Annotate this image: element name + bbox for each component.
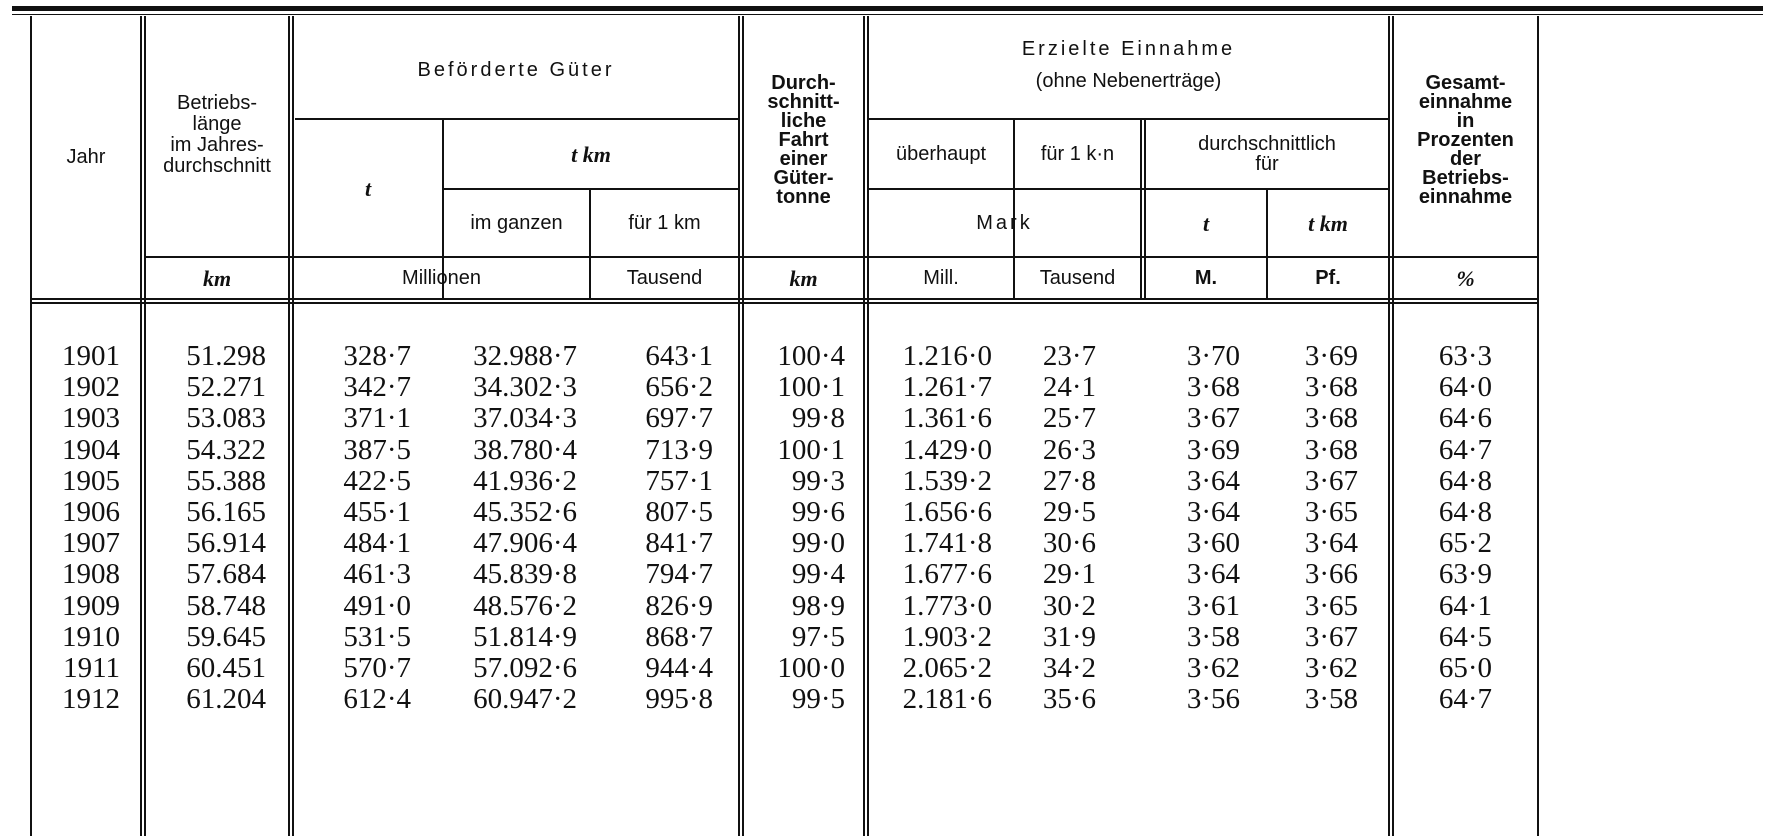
cell-einnahme-fuer-1-km: 31·9 <box>1042 620 1096 653</box>
cell-fahrt: 100·0 <box>777 652 845 684</box>
cell-einnahme-ueberhaupt: 1.741·8 <box>902 527 992 560</box>
cell-gesamteinnahme-pct: 63·3 <box>1438 340 1492 372</box>
cell-t: 612·4 <box>343 683 411 716</box>
cell-einnahme-t: 3·64 <box>1186 558 1240 591</box>
cell-gesamteinnahme-pct: 63·9 <box>1438 558 1492 591</box>
cell-einnahme-ueberhaupt: 1.429·0 <box>902 433 992 466</box>
cell-einnahme-t: 3·64 <box>1186 496 1240 528</box>
unit-m: M. <box>1194 266 1218 289</box>
cell-fahrt: 97·5 <box>791 620 845 653</box>
cell-tkm-im-ganzen: 38.780·4 <box>473 433 577 466</box>
top-rule-thin <box>12 14 1763 15</box>
unit-pf: Pf. <box>1315 266 1341 289</box>
cell-tkm-fuer-1-km: 944·4 <box>645 652 713 684</box>
cell-tkm-fuer-1-km: 643·1 <box>645 340 713 372</box>
table-row <box>0 498 1771 526</box>
header-mark: Mark <box>976 211 1033 234</box>
cell-gesamteinnahme-pct: 64·8 <box>1438 464 1492 497</box>
unit-pct: % <box>1456 265 1475 291</box>
header-jahr: Jahr <box>66 145 106 168</box>
cell-t: 491·0 <box>343 589 411 622</box>
cell-tkm-fuer-1-km: 656·2 <box>645 371 713 404</box>
cell-betriebslaenge: 56.165 <box>186 496 266 528</box>
table-row <box>0 558 1771 591</box>
cell-jahr: 1904 <box>62 433 120 466</box>
cell-einnahme-t: 3·61 <box>1186 589 1240 622</box>
cell-einnahme-fuer-1-km: 29·5 <box>1042 496 1096 528</box>
cell-betriebslaenge: 59.645 <box>186 620 266 653</box>
table-row <box>0 342 1771 370</box>
table-row <box>0 464 1771 497</box>
cell-tkm-im-ganzen: 51.814·9 <box>473 620 577 653</box>
cell-gesamteinnahme-pct: 64·1 <box>1438 589 1492 622</box>
cell-betriebslaenge: 55.388 <box>186 464 266 497</box>
cell-einnahme-t: 3·68 <box>1186 371 1240 404</box>
cell-t: 371·1 <box>343 402 411 435</box>
cell-einnahme-t: 3·62 <box>1186 652 1240 684</box>
cell-betriebslaenge: 52.271 <box>186 371 266 404</box>
cell-einnahme-t: 3·67 <box>1186 402 1240 435</box>
table-row <box>0 683 1771 716</box>
cell-fahrt: 99·4 <box>791 558 845 591</box>
cell-tkm-fuer-1-km: 697·7 <box>645 402 713 435</box>
header-im-ganzen: im ganzen <box>470 211 563 234</box>
cell-einnahme-fuer-1-km: 26·3 <box>1042 433 1096 466</box>
cell-einnahme-ueberhaupt: 2.065·2 <box>902 652 992 684</box>
header-fuer-1-kmn: für 1 k·n <box>1040 142 1115 165</box>
table-row <box>0 589 1771 622</box>
header-ueberhaupt: überhaupt <box>895 142 987 165</box>
cell-betriebslaenge: 61.204 <box>186 683 266 716</box>
cell-fahrt: 98·9 <box>791 589 845 622</box>
cell-tkm-im-ganzen: 48.576·2 <box>473 589 577 622</box>
header-befoerderte-gueter: Beförderte Güter <box>417 58 615 81</box>
cell-jahr: 1910 <box>62 620 120 653</box>
cell-fahrt: 99·0 <box>791 527 845 560</box>
cell-einnahme-fuer-1-km: 23·7 <box>1042 340 1096 372</box>
cell-jahr: 1912 <box>62 683 120 716</box>
cell-jahr: 1906 <box>62 496 120 528</box>
table-row <box>0 654 1771 682</box>
cell-tkm-im-ganzen: 32.988·7 <box>473 340 577 372</box>
cell-einnahme-fuer-1-km: 24·1 <box>1042 371 1096 404</box>
table-row <box>0 402 1771 435</box>
cell-einnahme-fuer-1-km: 29·1 <box>1042 558 1096 591</box>
cell-einnahme-fuer-1-km: 25·7 <box>1042 402 1096 435</box>
cell-fahrt: 100·1 <box>777 433 845 466</box>
cell-t: 570·7 <box>343 652 411 684</box>
cell-gesamteinnahme-pct: 64·8 <box>1438 496 1492 528</box>
cell-tkm-fuer-1-km: 826·9 <box>645 589 713 622</box>
cell-t: 387·5 <box>343 433 411 466</box>
cell-gesamteinnahme-pct: 64·6 <box>1438 402 1492 435</box>
cell-einnahme-tkm: 3·58 <box>1304 683 1358 716</box>
cell-einnahme-fuer-1-km: 30·6 <box>1042 527 1096 560</box>
cell-fahrt: 99·6 <box>791 496 845 528</box>
cell-einnahme-ueberhaupt: 1.773·0 <box>902 589 992 622</box>
cell-gesamteinnahme-pct: 64·5 <box>1438 620 1492 653</box>
header-tkm2: t km <box>1308 210 1348 236</box>
header-betriebslaenge: Betriebs- länge im Jahres- durchschnitt <box>163 92 271 177</box>
cell-betriebslaenge: 53.083 <box>186 402 266 435</box>
unit-tausend: Tausend <box>626 266 703 289</box>
cell-jahr: 1905 <box>62 464 120 497</box>
cell-einnahme-t: 3·69 <box>1186 433 1240 466</box>
unit-mill: Mill. <box>923 266 959 289</box>
cell-fahrt: 100·4 <box>777 340 845 372</box>
cell-fahrt: 99·8 <box>791 402 845 435</box>
cell-einnahme-fuer-1-km: 30·2 <box>1042 589 1096 622</box>
cell-betriebslaenge: 57.684 <box>186 558 266 591</box>
cell-betriebslaenge: 58.748 <box>186 589 266 622</box>
cell-tkm-im-ganzen: 60.947·2 <box>473 683 577 716</box>
table-row <box>0 371 1771 404</box>
cell-betriebslaenge: 56.914 <box>186 527 266 560</box>
cell-einnahme-t: 3·58 <box>1186 620 1240 653</box>
cell-einnahme-tkm: 3·66 <box>1304 558 1358 591</box>
table-row <box>0 527 1771 560</box>
cell-fahrt: 99·3 <box>791 464 845 497</box>
header-tkm: t km <box>571 141 611 167</box>
header-ohne-nebenertraege: (ohne Nebenerträge) <box>1035 69 1222 92</box>
cell-t: 531·5 <box>343 620 411 653</box>
cell-einnahme-ueberhaupt: 2.181·6 <box>902 683 992 716</box>
cell-gesamteinnahme-pct: 64·7 <box>1438 433 1492 466</box>
top-rule <box>12 6 1763 11</box>
cell-gesamteinnahme-pct: 64·0 <box>1438 371 1492 404</box>
cell-t: 422·5 <box>343 464 411 497</box>
header-erzielte-einnahme: Erzielte Einnahme <box>1021 37 1236 60</box>
cell-gesamteinnahme-pct: 64·7 <box>1438 683 1492 716</box>
cell-jahr: 1902 <box>62 371 120 404</box>
cell-tkm-im-ganzen: 45.352·6 <box>473 496 577 528</box>
cell-gesamteinnahme-pct: 65·0 <box>1438 652 1492 684</box>
cell-einnahme-fuer-1-km: 34·2 <box>1042 652 1096 684</box>
cell-einnahme-t: 3·70 <box>1186 340 1240 372</box>
cell-tkm-fuer-1-km: 807·5 <box>645 496 713 528</box>
header-durchschnittlich-fuer: durchschnittlich für <box>1198 133 1336 175</box>
hline-header-bottom <box>30 298 1539 304</box>
cell-einnahme-tkm: 3·69 <box>1304 340 1358 372</box>
cell-einnahme-fuer-1-km: 27·8 <box>1042 464 1096 497</box>
header-t: t <box>364 175 372 201</box>
cell-einnahme-tkm: 3·67 <box>1304 464 1358 497</box>
cell-einnahme-ueberhaupt: 1.656·6 <box>902 496 992 528</box>
cell-tkm-fuer-1-km: 757·1 <box>645 464 713 497</box>
cell-einnahme-ueberhaupt: 1.677·6 <box>902 558 992 591</box>
cell-tkm-fuer-1-km: 995·8 <box>645 683 713 716</box>
cell-betriebslaenge: 60.451 <box>186 652 266 684</box>
table-row <box>0 433 1771 466</box>
cell-einnahme-fuer-1-km: 35·6 <box>1042 683 1096 716</box>
cell-einnahme-tkm: 3·65 <box>1304 496 1358 528</box>
cell-einnahme-ueberhaupt: 1.539·2 <box>902 464 992 497</box>
cell-tkm-im-ganzen: 57.092·6 <box>473 652 577 684</box>
cell-jahr: 1907 <box>62 527 120 560</box>
cell-einnahme-t: 3·56 <box>1186 683 1240 716</box>
cell-einnahme-tkm: 3·64 <box>1304 527 1358 560</box>
cell-einnahme-t: 3·60 <box>1186 527 1240 560</box>
cell-tkm-im-ganzen: 47.906·4 <box>473 527 577 560</box>
unit-km: km <box>202 265 232 291</box>
cell-jahr: 1908 <box>62 558 120 591</box>
cell-jahr: 1911 <box>63 652 120 684</box>
cell-t: 328·7 <box>343 340 411 372</box>
cell-tkm-fuer-1-km: 794·7 <box>645 558 713 591</box>
cell-einnahme-ueberhaupt: 1.216·0 <box>902 340 992 372</box>
cell-jahr: 1909 <box>62 589 120 622</box>
cell-einnahme-tkm: 3·65 <box>1304 589 1358 622</box>
cell-einnahme-tkm: 3·62 <box>1304 652 1358 684</box>
cell-jahr: 1901 <box>62 340 120 372</box>
cell-betriebslaenge: 51.298 <box>186 340 266 372</box>
cell-tkm-im-ganzen: 41.936·2 <box>473 464 577 497</box>
cell-betriebslaenge: 54.322 <box>186 433 266 466</box>
cell-t: 484·1 <box>343 527 411 560</box>
cell-tkm-im-ganzen: 34.302·3 <box>473 371 577 404</box>
cell-t: 342·7 <box>343 371 411 404</box>
cell-tkm-fuer-1-km: 841·7 <box>645 527 713 560</box>
table-row <box>0 620 1771 653</box>
cell-einnahme-tkm: 3·68 <box>1304 402 1358 435</box>
cell-tkm-im-ganzen: 45.839·8 <box>473 558 577 591</box>
cell-t: 461·3 <box>343 558 411 591</box>
cell-tkm-fuer-1-km: 868·7 <box>645 620 713 653</box>
cell-fahrt: 99·5 <box>791 683 845 716</box>
header-t2: t <box>1202 210 1210 236</box>
cell-einnahme-ueberhaupt: 1.361·6 <box>902 402 992 435</box>
cell-einnahme-ueberhaupt: 1.903·2 <box>902 620 992 653</box>
cell-tkm-im-ganzen: 37.034·3 <box>473 402 577 435</box>
cell-tkm-fuer-1-km: 713·9 <box>645 433 713 466</box>
header-gesamteinnahme: Gesamt- einnahme in Prozenten der Betriebs- einnahme <box>1417 71 1514 208</box>
cell-gesamteinnahme-pct: 65·2 <box>1438 527 1492 560</box>
cell-jahr: 1903 <box>62 402 120 435</box>
header-durchschnittliche-fahrt: Durch- schnitt- liche Fahrt einer Güter- tonne <box>767 71 840 208</box>
header-fuer-1-km: für 1 km <box>628 211 701 234</box>
unit-km2: km <box>789 265 818 291</box>
unit-tausend2: Tausend <box>1039 266 1116 289</box>
cell-einnahme-tkm: 3·68 <box>1304 433 1358 466</box>
cell-fahrt: 100·1 <box>777 371 845 404</box>
cell-einnahme-tkm: 3·67 <box>1304 620 1358 653</box>
cell-t: 455·1 <box>343 496 411 528</box>
cell-einnahme-t: 3·64 <box>1186 464 1240 497</box>
unit-millionen: Millionen <box>402 266 481 289</box>
cell-einnahme-ueberhaupt: 1.261·7 <box>902 371 992 404</box>
cell-einnahme-tkm: 3·68 <box>1304 371 1358 404</box>
